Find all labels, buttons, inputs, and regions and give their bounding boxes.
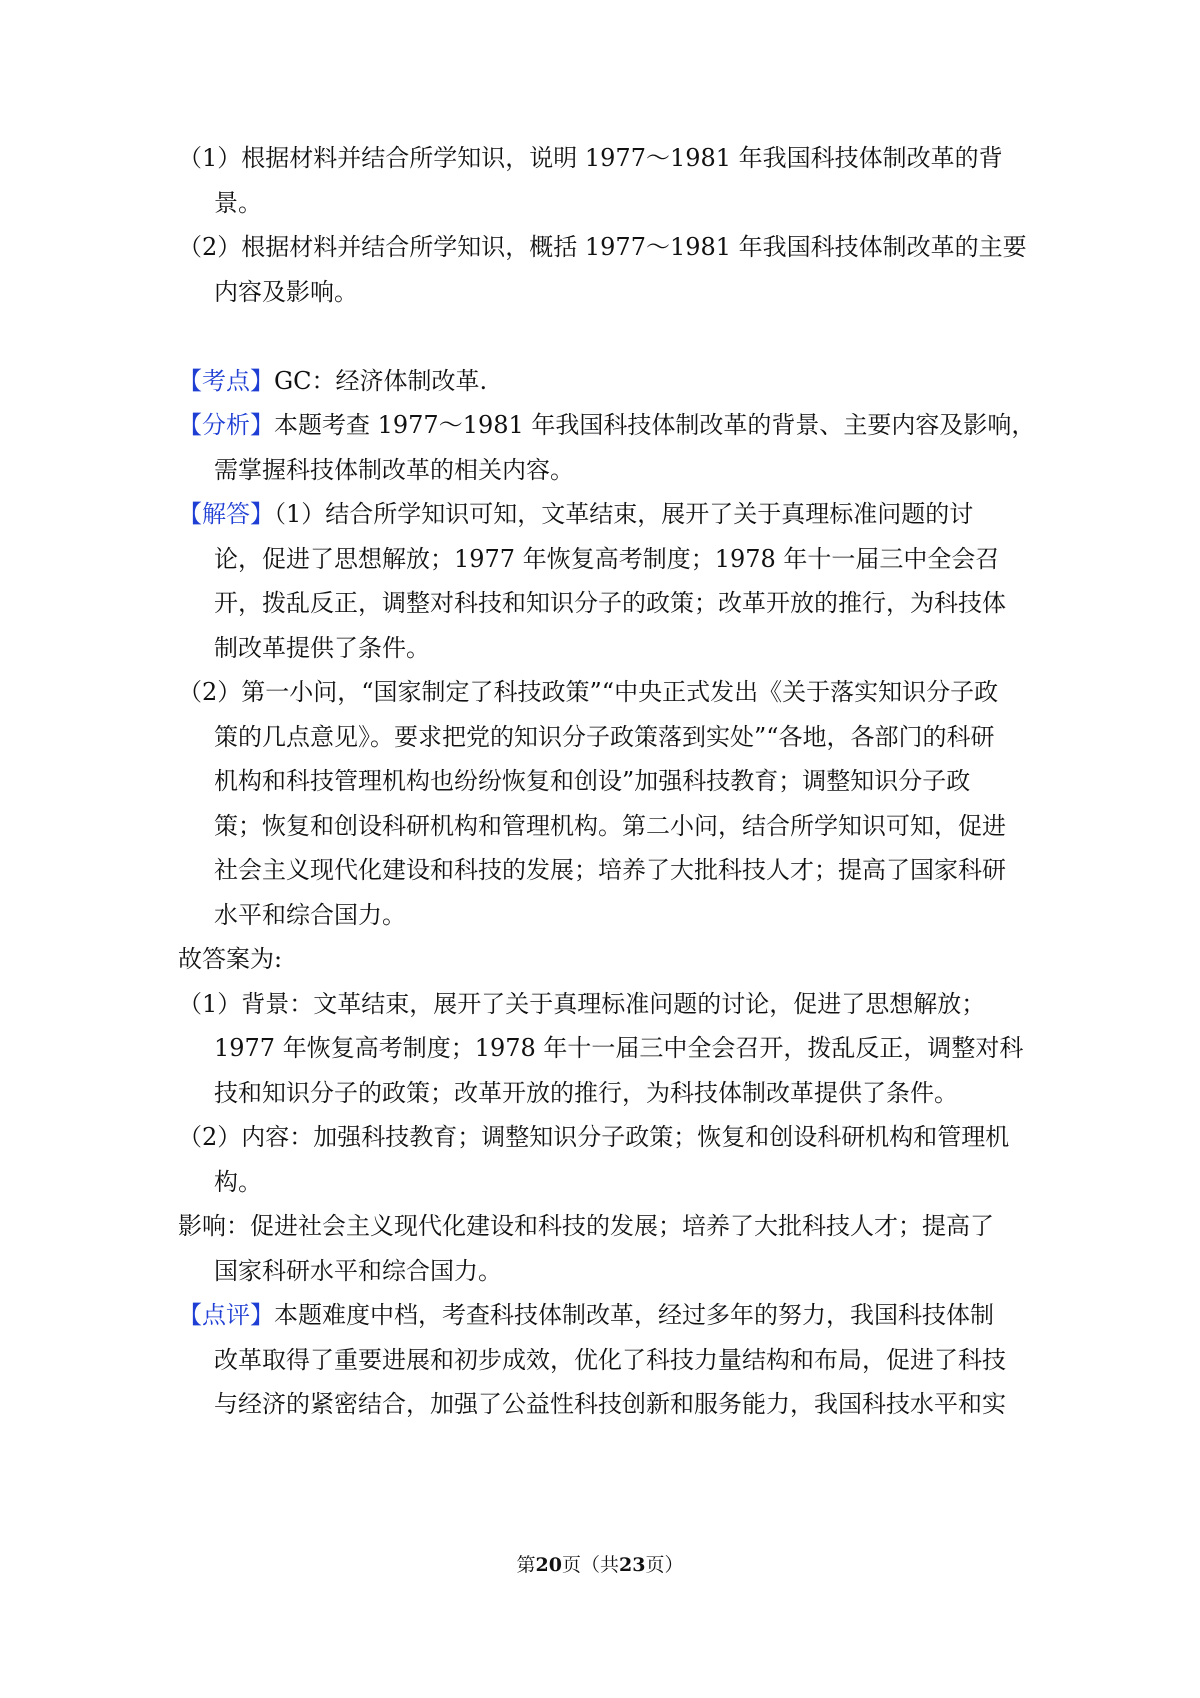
answer-3-line-2: 国家科研水平和综合国力。 bbox=[214, 1257, 502, 1285]
page-footer bbox=[0, 1550, 1200, 1580]
jieda-line-1 bbox=[178, 490, 973, 538]
answer-2-line-2: 构。 bbox=[214, 1168, 262, 1196]
question-1-line-1: （1）根据材料并结合所学知识，说明 1977～1981 年我国科技体制改革的背 bbox=[178, 144, 1003, 172]
answer-1-line-2: 1977 年恢复高考制度；1978 年十一届三中全会召开，拨乱反正，调整对科 bbox=[214, 1034, 1024, 1062]
fenxi-tag: 【分析】 bbox=[178, 411, 274, 439]
footer-total-pages: 23 bbox=[619, 1554, 646, 1576]
fenxi-line-2: 需掌握科技体制改革的相关内容。 bbox=[214, 456, 574, 484]
question-2-line-1: （2）根据材料并结合所学知识，概括 1977～1981 年我国科技体制改革的主要 bbox=[178, 233, 1027, 261]
dianping-line-1 bbox=[178, 1291, 994, 1339]
jieda-p2-line-1: （2）第一小问，“国家制定了科技政策”“中央正式发出《关于落实知识分子政 bbox=[178, 678, 999, 706]
jieda-line-4: 制改革提供了条件。 bbox=[214, 634, 430, 662]
jieda-p2-line-3: 机构和科技管理机构也纷纷恢复和创设”加强科技教育；调整知识分子政 bbox=[214, 767, 971, 795]
fenxi-line-1 bbox=[178, 401, 1035, 449]
question-1-line-2: 景。 bbox=[214, 189, 262, 217]
jieda-line-2: 论，促进了思想解放；1977 年恢复高考制度；1978 年十一届三中全会召 bbox=[214, 545, 1000, 573]
footer-middle: 页（共 bbox=[561, 1554, 619, 1576]
answer-3-line-1: 影响：促进社会主义现代化建设和科技的发展；培养了大批科技人才；提高了 bbox=[178, 1212, 994, 1240]
dianping-line-2: 改革取得了重要进展和初步成效，优化了科技力量结构和布局，促进了科技 bbox=[214, 1346, 1006, 1374]
jieda-tag: 【解答】 bbox=[178, 500, 274, 528]
answer-heading: 故答案为: bbox=[178, 945, 283, 973]
dianping-text-1: 本题难度中档，考查科技体制改革，经过多年的努力，我国科技体制 bbox=[274, 1301, 994, 1329]
jieda-p2-line-4: 策；恢复和创设科研机构和管理机构。第二小问，结合所学知识可知，促进 bbox=[214, 812, 1006, 840]
jieda-p2-line-2: 策的几点意见》。要求把党的知识分子政策落到实处”“各地，各部门的科研 bbox=[214, 723, 995, 751]
footer-suffix: 页） bbox=[645, 1554, 684, 1576]
jieda-line-3: 开，拨乱反正，调整对科技和知识分子的政策；改革开放的推行，为科技体 bbox=[214, 589, 1006, 617]
jieda-text-1: （1）结合所学知识可知，文革结束，展开了关于真理标准问题的讨 bbox=[274, 500, 974, 528]
jieda-p2-line-5: 社会主义现代化建设和科技的发展；培养了大批科技人才；提高了国家科研 bbox=[214, 856, 1006, 884]
answer-1-line-3: 技和知识分子的政策；改革开放的推行，为科技体制改革提供了条件。 bbox=[214, 1079, 958, 1107]
footer-prefix: 第 bbox=[516, 1554, 536, 1576]
jieda-p2-line-6: 水平和综合国力。 bbox=[214, 901, 406, 929]
kaodian-text: GC：经济体制改革. bbox=[274, 367, 488, 395]
answer-1-line-1: （1）背景：文革结束，展开了关于真理标准问题的讨论，促进了思想解放； bbox=[178, 990, 986, 1018]
dianping-tag: 【点评】 bbox=[178, 1301, 274, 1329]
answer-2-line-1: （2）内容：加强科技教育；调整知识分子政策；恢复和创设科研机构和管理机 bbox=[178, 1123, 1010, 1151]
kaodian-tag: 【考点】 bbox=[178, 367, 274, 395]
kaodian-line bbox=[178, 357, 487, 405]
footer-page-number: 20 bbox=[535, 1554, 562, 1576]
question-2-line-2: 内容及影响。 bbox=[214, 278, 358, 306]
fenxi-text-1: 本题考查 1977～1981 年我国科技体制改革的背景、主要内容及影响， bbox=[274, 411, 1036, 439]
dianping-line-3: 与经济的紧密结合，加强了公益性科技创新和服务能力，我国科技水平和实 bbox=[214, 1390, 1006, 1418]
